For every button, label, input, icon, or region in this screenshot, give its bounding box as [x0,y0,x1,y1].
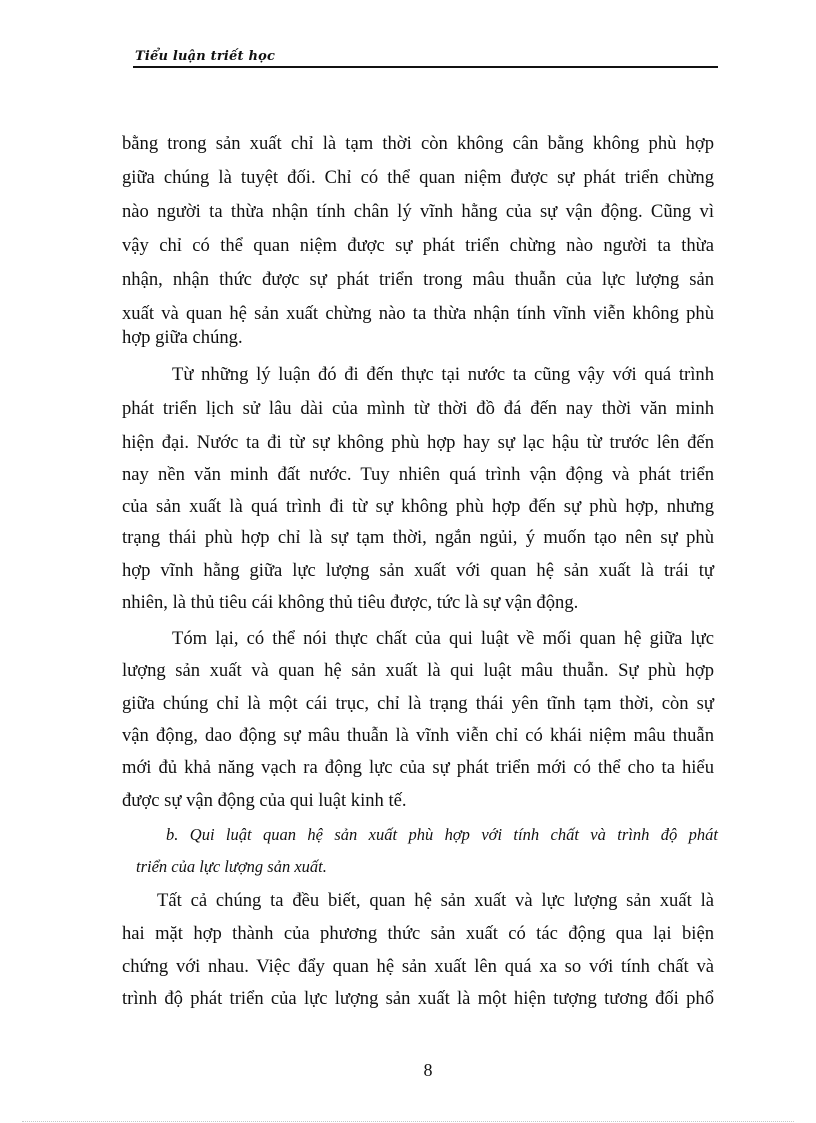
text-line: xuất và quan hệ sản xuất chừng nào ta thừa nhận tính vĩnh viễn không phù [122,303,714,324]
page-header [133,48,718,68]
text-line: nhiên, là thủ tiêu cái không thủ tiêu được, tức là sự vận động. [122,592,579,613]
section-heading: b. Qui luật quan hệ sản xuất phù hợp với tính chất và trình độ phát [166,825,718,844]
text-line: hợp giữa chúng. [122,327,243,348]
text-line: bằng trong sản xuất chỉ là tạm thời còn không cân bằng không phù hợp [122,133,714,154]
text-line: được sự vận động của qui luật kinh tế. [122,790,407,811]
text-line: nhận, nhận thức được sự phát triển trong mâu thuẫn của lực lượng sản [122,269,714,290]
text-line: giữa chúng là tuyệt đối. Chỉ có thể quan niệm được sự phát triển chừng [122,167,714,188]
text-line: lượng sản xuất và quan hệ sản xuất là qui luật mâu thuẫn. Sự phù hợp [122,660,714,681]
page-number: 8 [423,1060,433,1080]
text-line: trình độ phát triển của lực lượng sản xuất là một hiện tượng tương đối phổ [122,988,714,1009]
text-line: mới đủ khả năng vạch ra động lực của sự phát triển mới có thể cho ta hiểu [122,757,714,778]
text-line: Từ những lý luận đó đi đến thực tại nước ta cũng vậy với quá trình [172,364,714,385]
text-line: giữa chúng chỉ là một cái trục, chỉ là trạng thái yên tĩnh tạm thời, còn sự [122,693,714,714]
text-line: của sản xuất là quá trình đi từ sự không phù hợp đến sự phù hợp, nhưng [122,496,714,517]
text-line: nào người ta thừa nhận tính chân lý vĩnh hằng của sự vận động. Cũng vì [122,201,714,222]
page-bottom-divider [22,1121,794,1122]
text-line: nay nền văn minh đất nước. Tuy nhiên quá trình vận động và phát triển [122,464,714,485]
text-line: hai mặt hợp thành của phương thức sản xuất có tác động qua lại biện [122,923,714,944]
section-heading: triển của lực lượng sản xuất. [136,857,327,876]
text-line: vậy chỉ có thể quan niệm được sự phát triển chừng nào người ta thừa [122,235,714,256]
text-line: vận động, dao động sự mâu thuẫn là vĩnh viễn chỉ có khái niệm mâu thuẫn [122,725,714,746]
header-title: Tiểu luận triết học [135,49,276,64]
text-line: phát triển lịch sử lâu dài của mình từ thời đồ đá đến nay thời văn minh [122,398,714,419]
text-line: chứng với nhau. Việc đẩy quan hệ sản xuất lên quá xa so với tính chất và [122,956,714,977]
text-line: hiện đại. Nước ta đi từ sự không phù hợp hay sự lạc hậu từ trước lên đến [122,432,714,453]
text-line: Tất cả chúng ta đều biết, quan hệ sản xuất và lực lượng sản xuất là [157,890,714,911]
text-line: trạng thái phù hợp chỉ là sự tạm thời, ngắn ngủi, ý muốn tạo nên sự phù [122,527,714,548]
text-line: hợp vĩnh hằng giữa lực lượng sản xuất với quan hệ sản xuất là trái tự [122,560,714,581]
text-line: Tóm lại, có thể nói thực chất của qui luật về mối quan hệ giữa lực [172,628,714,649]
